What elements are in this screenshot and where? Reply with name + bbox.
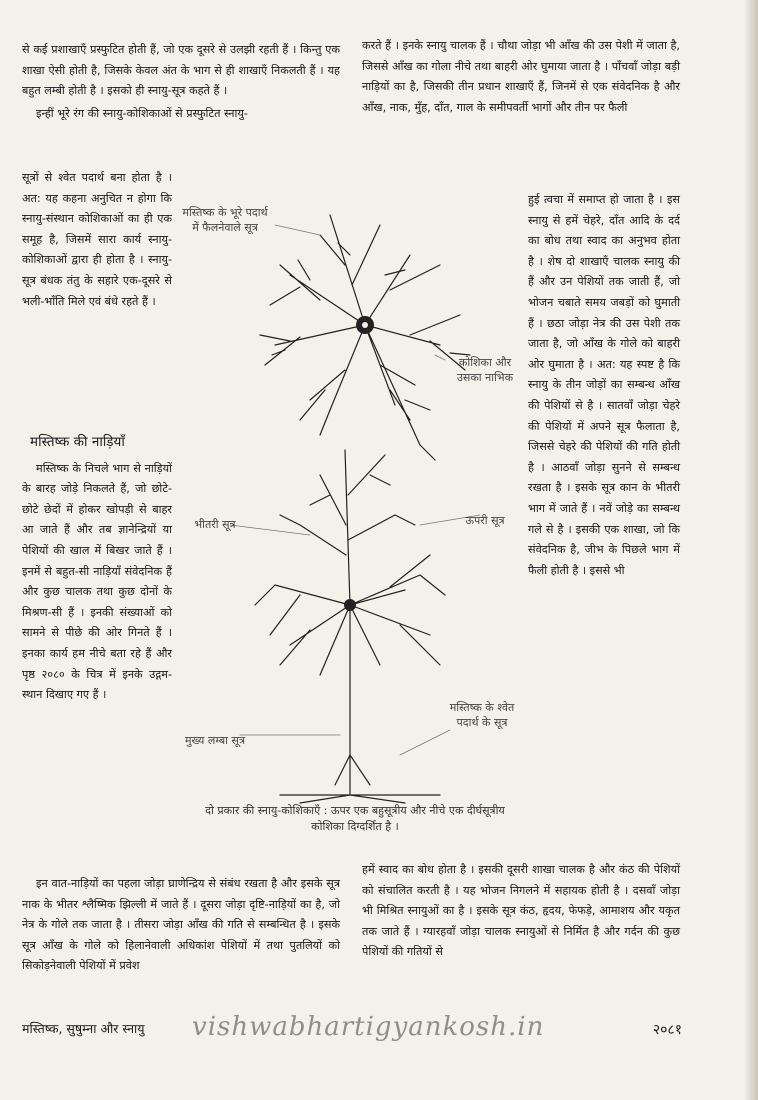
- footer-section-title: मस्तिष्क, सुषुम्ना और स्नायु: [22, 1021, 145, 1036]
- page-edge-shadow: [744, 0, 758, 1100]
- page-footer: [22, 1012, 682, 1050]
- cell-body: [344, 599, 356, 611]
- page-number: २०८१: [652, 1022, 682, 1038]
- bottom-right-text: [362, 860, 680, 965]
- paragraph: इन्हीं भूरे रंग की स्नायु-कोशिकाओं से प्रस्फुटित स्नायु-: [36, 106, 248, 120]
- bottom-left-text: [22, 874, 340, 979]
- column2-top-text: [362, 36, 680, 120]
- column1-top-text: [22, 40, 340, 126]
- label-upper-fibre: ऊपरी सूत्र: [465, 514, 505, 527]
- label-main-long-fibre: मुख्य लम्बा सूत्र: [184, 734, 246, 747]
- column3-mid-text: [528, 190, 680, 583]
- paragraph: मस्तिष्क के निचले भाग से नाड़ियों के बारह जोड़े निकलते हैं, जो छोटे-छोटे छेदों में होकर खोपड़ी से बाहर आ जाते हैं और तब ज्ञानेन्द्रियों या पेशियों की खाल में बिखर जाते हैं । इनमें से बहुत-सी नाड़ियाँ संवेदनिक हैं और कुछ चालक तथा कुछ दोनों के मिश्रण-सी हैं । इनकी संख्याओं को सामने से पीछे की ओर गिनते हैं । इनका कार्य हम नीचे बता रहे हैं और पृष्ठ २०८० के चित्र में इनके उद्गम-स्थान दिखाए गए हैं ।: [22, 461, 172, 702]
- label-inner-fibre: भीतरी सूत्र: [194, 518, 236, 531]
- label-white-matter-fibres: मस्तिष्क के श्वेत पदार्थ के सूत्र: [449, 701, 515, 729]
- label-grey-matter-fibres: मस्तिष्क के भूरे पदार्थ में फैलनेवाले सूत्र: [182, 206, 268, 234]
- paragraph: करते हैं । इनके स्नायु चालक हैं । चौथा जोड़ा भी आँख की उस पेशी में जाता है, जिससे आँख का गोला नीचे तथा बाहरी ओर घुमाया जाता है । पाँचवाँ जोड़ा बड़ी नाड़ियों का है, जिसकी तीन प्रधान शाखाएँ हैं, जिनमें से एक संवेदनिक है और आँख, नाक, मुँह, दाँत, गाल के समीपवर्ती भागों और तीन पर फैली: [362, 39, 680, 114]
- paragraph: हमें स्वाद का बोध होता है । इसकी दूसरी शाखा चालक है और कंठ की पेशियों को संचालित करती है । यह भोजन निगलने में सहायक होती है । दसवाँ जोड़ा भी मिश्रित स्नायुओं का है । इसके सूत्र कंठ, हृदय, फेफड़े, आमाशय और यकृत तक जाते हैं । ग्यारहवाँ जोड़ा चालक स्नायुओं से निर्मित है और गर्दन की कुछ पेशियों की गतियों से: [362, 863, 680, 959]
- paragraph: इन वात-नाड़ियों का पहला जोड़ा घ्राणेन्द्रिय से संबंध रखता है और इसके सूत्र नाक के भीतर श्लैष्मिक झिल्ली में जाते हैं । दूसरा जोड़ा दृष्टि-नाड़ियों का है, जो नेत्र के गोले तक जाता है । तीसरा जोड़ा आँख की गति से सम्बन्धित है । इसके सूत्र आँख के गोले को हिलानेवाली अधिकांश पेशियों में तथा पुतलियों को सिकोड़नेवाली पेशियों में प्रवेश: [22, 877, 340, 973]
- paragraph: से कई प्रशाखाएँ प्रस्फुटित होती हैं, जो एक दूसरे से उलझी रहती हैं । किन्तु एक शाखा ऐसी होती है, जिसके केवल अंत के भाग से ही शाखाएँ निकलती हैं । यह बहुत लम्बी होती है । इसको ही स्नायु-सूत्र कहते हैं ।: [22, 43, 340, 98]
- section-heading: मस्तिष्क की नाड़ियाँ: [30, 434, 125, 450]
- paragraph: हुई त्वचा में समाप्त हो जाता है । इस स्नायु से हमें चेहरे, दाँत आदि के दर्द का बोध तथा स्वाद का अनुभव होता है । शेष दो शाखाएँ चालक स्नायु की हैं और उन पेशियों तक जाती हैं, जो भोजन चबाते समय जबड़ों को घुमाती हैं । छठा जोड़ा नेत्र की उस पेशी तक जाता है, जो आँख के गोले को बाहरी ओर घुमाता है । अत: यह स्पष्ट है कि स्नायु के तीन जोड़ों का सम्बन्ध आँख की पेशियों से है । सातवाँ जोड़ा चेहरे की पेशियों में अपने सूत्र फैलाता है, जिससे चेहरे की पेशियों की गति होती है । आठवाँ जोड़ा सुनने से सम्बन्ध रखता है । इसके सूत्र कान के भीतरी भाग में जाते हैं । नवें जोड़े का सम्बन्ध गले से है । इसकी एक शाखा, जो कि संवेदनिक है, जीभ के पिछले भाग में फैली होती है । इससे भी: [528, 193, 680, 577]
- label-cell-nucleus: कोशिका और उसका नाभिक: [456, 356, 514, 384]
- paragraph: सूत्रों से श्वेत पदार्थ बना होता है । अत: यह कहना अनुचित न होगा कि स्नायु-संस्थान कोशिकाओं का ही एक समूह है, जिसमें सारा कार्य स्नायु-कोशिकाओं द्वारा ही होता है । स्नायु-सूत्र बंधक तंतु के सहारे एक-दूसरे से भली-भाँति मिले एवं बंधे रहते हैं ।: [22, 171, 172, 308]
- neuron-figure: [180, 195, 525, 810]
- column1-section: [22, 432, 172, 708]
- figure-caption: दो प्रकार की स्नायु-कोशिकाएँ : ऊपर एक बहुसूत्रीय और नीचे एक दीर्घसूत्रीय कोशिका दिग्दर्शित है ।: [205, 804, 505, 833]
- column1-mid-text: [22, 168, 172, 314]
- watermark: vishwabhartigyankosh.in: [192, 1012, 545, 1042]
- cell-nucleus: [362, 322, 368, 328]
